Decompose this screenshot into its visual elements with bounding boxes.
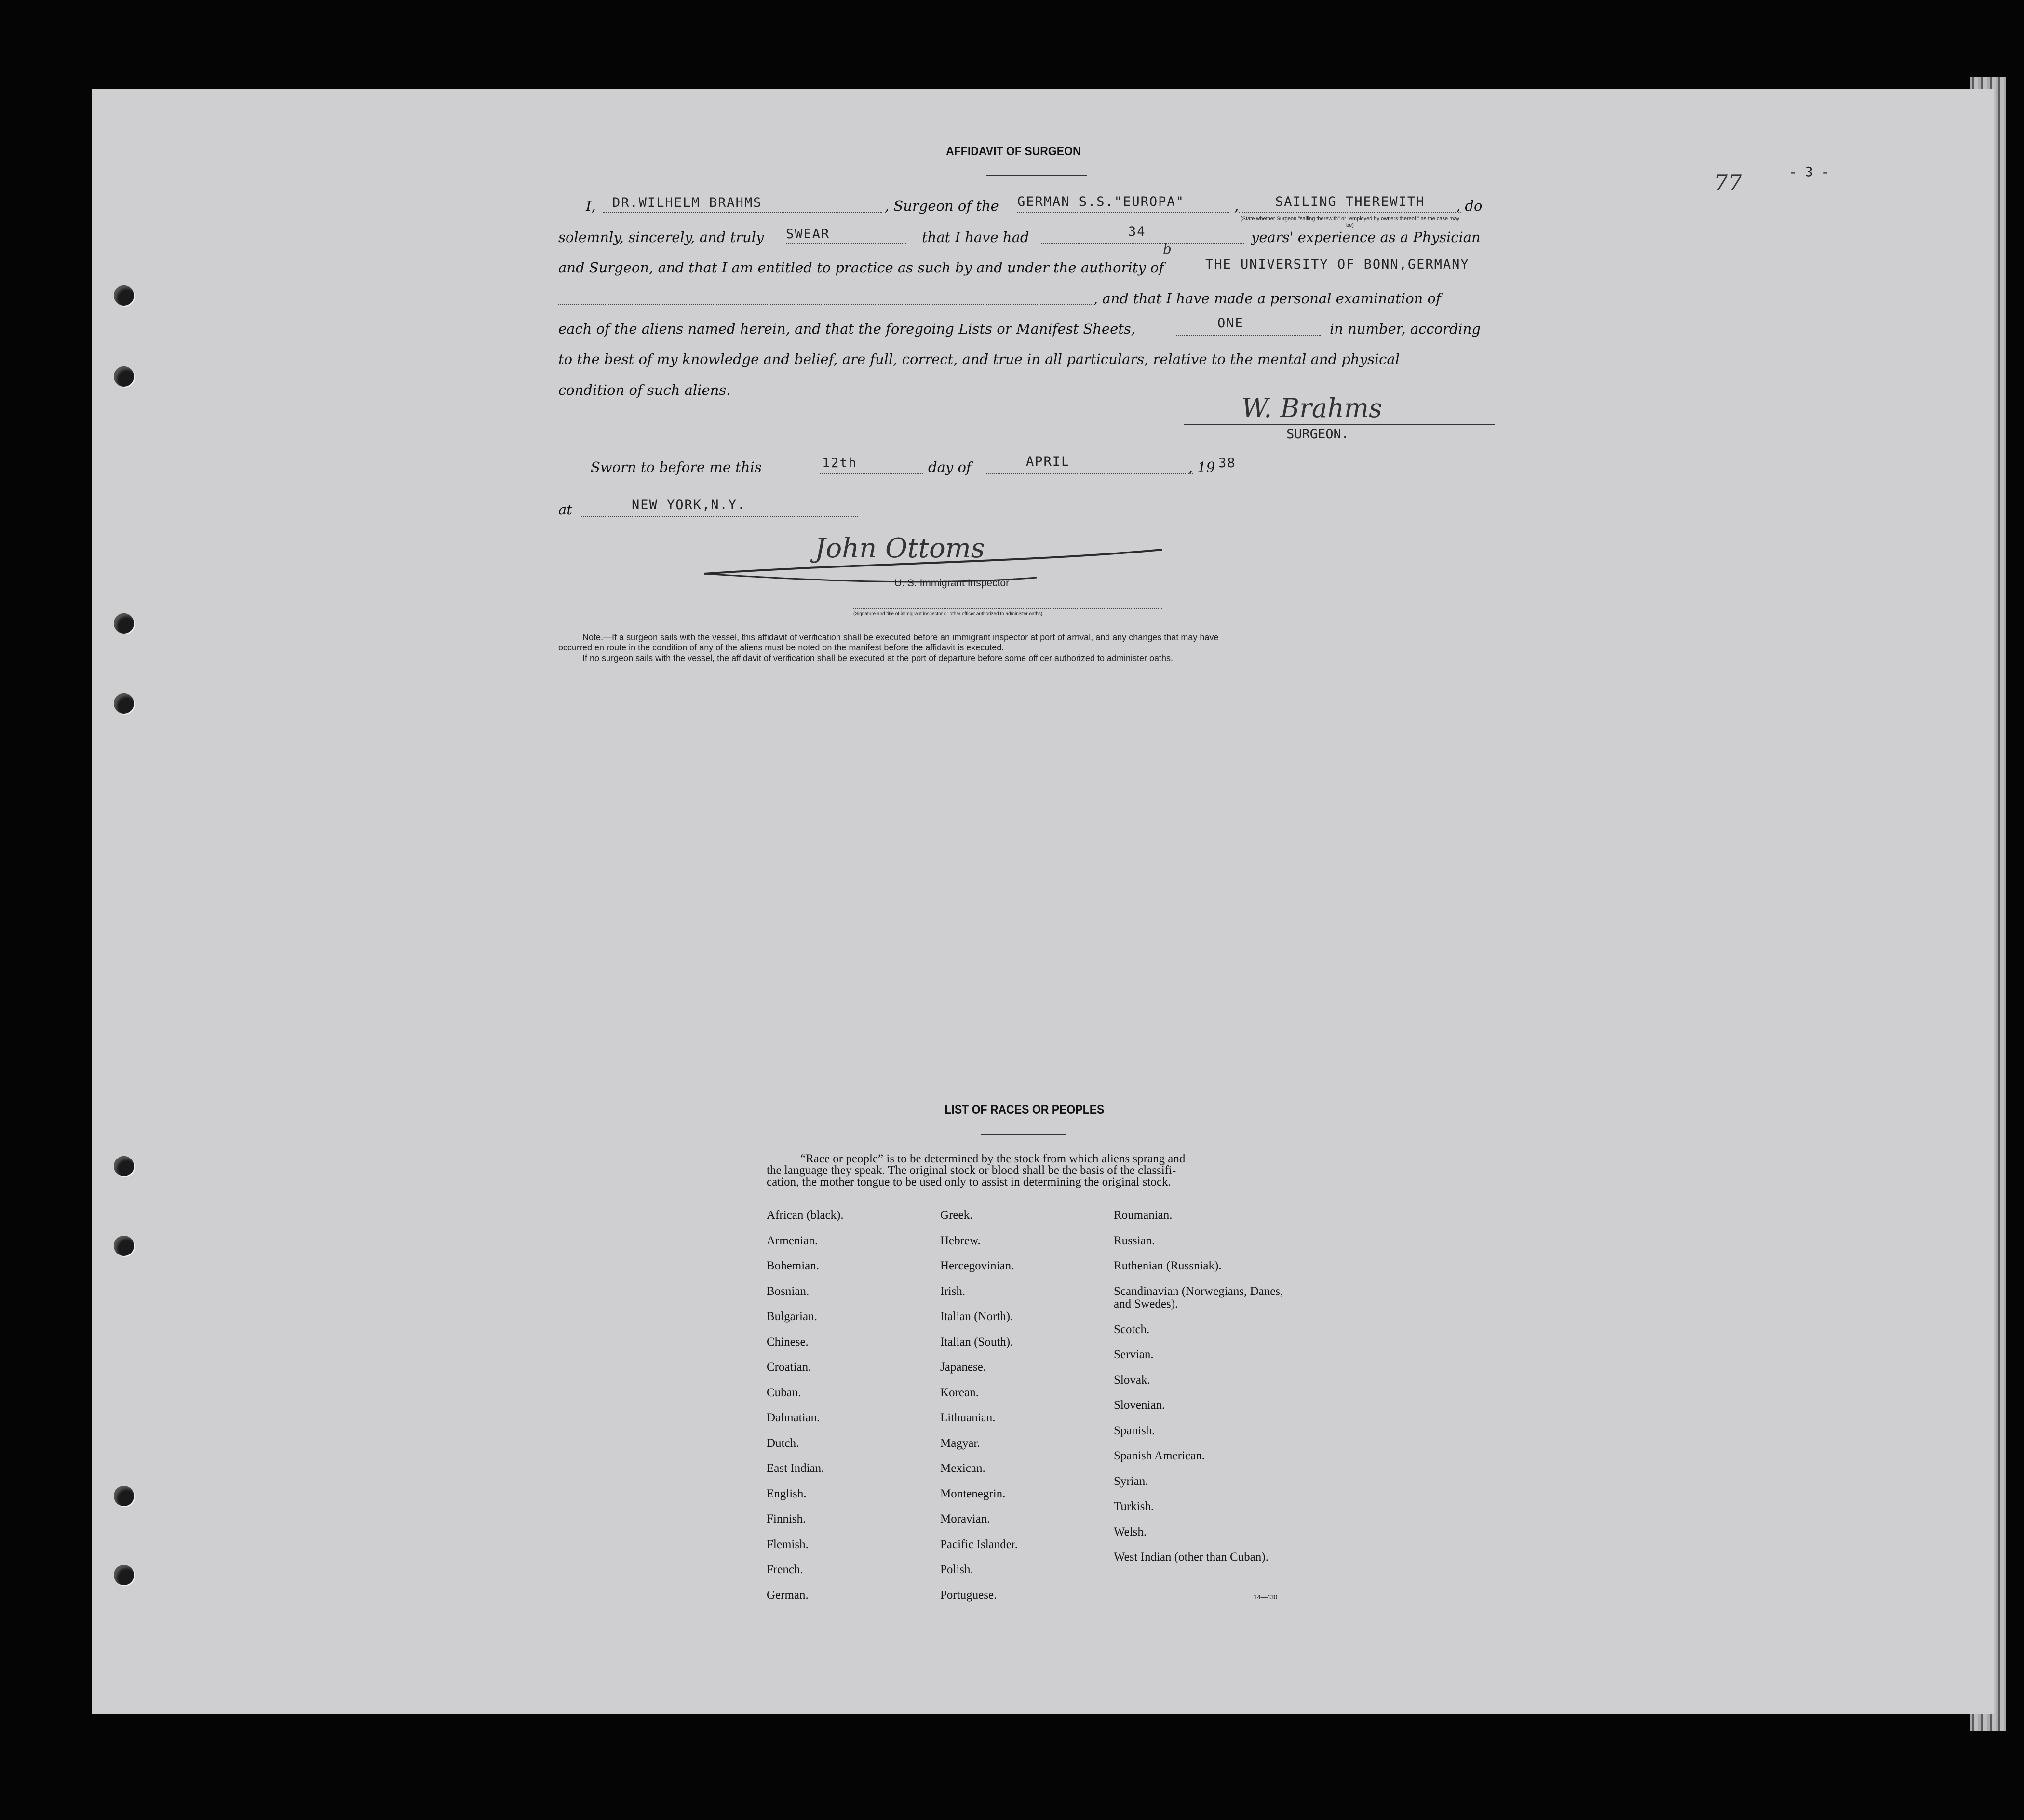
- aff-line3-pre: and Surgeon, and that I am entitled to practice as such by and under the authority of: [558, 259, 1164, 276]
- title-underline: [986, 175, 1087, 176]
- race-item: Scandinavian (Norwegians, Danes, and Swedes).: [1114, 1284, 1283, 1310]
- aff-line5-end: in number, according: [1330, 321, 1481, 337]
- authority-field: THE UNIVERSITY OF BONN,GERMANY: [1205, 257, 1470, 272]
- race-item: Bosnian.: [767, 1284, 810, 1298]
- binder-hole: [114, 1486, 134, 1506]
- surgeon-label: SURGEON.: [1286, 427, 1349, 442]
- races-intro-1: “Race or people” is to be determined by the stock from which aliens sprang and: [800, 1152, 1186, 1165]
- oath-rule: [786, 243, 906, 244]
- name-rule: [603, 212, 882, 213]
- race-item: Ruthenian (Russniak).: [1114, 1259, 1222, 1272]
- years-field: 34: [1128, 224, 1146, 239]
- race-item: Italian (North).: [940, 1310, 1013, 1323]
- year-field: 38: [1218, 456, 1236, 471]
- count-rule: [1176, 335, 1321, 336]
- oath-field: SWEAR: [786, 227, 830, 242]
- race-item: Finnish.: [767, 1512, 806, 1525]
- race-item: Portuguese.: [940, 1588, 997, 1602]
- race-item: Turkish.: [1114, 1500, 1154, 1513]
- aff-line2-pre: solemnly, sincerely, and truly: [558, 229, 764, 245]
- aff-line1-mid: , Surgeon of the: [885, 198, 999, 214]
- race-item: Servian.: [1114, 1348, 1154, 1361]
- race-item: Greek.: [940, 1209, 973, 1222]
- vessel-rule: [1017, 212, 1229, 213]
- race-item: Slovak.: [1114, 1373, 1150, 1387]
- place-rule: [581, 516, 858, 517]
- race-item: African (black).: [767, 1209, 844, 1222]
- binder-hole: [114, 1236, 134, 1256]
- race-item: Russian.: [1114, 1234, 1155, 1247]
- surgeon-signature-rule: [1184, 424, 1495, 425]
- surgeon-name-field: DR.WILHELM BRAHMS: [612, 195, 762, 210]
- inspector-label: U. S. Immigrant Inspector: [894, 578, 1010, 589]
- race-item: Magyar.: [940, 1436, 980, 1450]
- sworn-mid: day of: [928, 459, 972, 475]
- binder-hole: [114, 1565, 134, 1585]
- race-item: Bulgarian.: [767, 1310, 817, 1323]
- folio-number: 77: [1714, 170, 1742, 196]
- race-item: Mexican.: [940, 1462, 985, 1475]
- race-item: Irish.: [940, 1284, 966, 1298]
- binder-hole: [114, 1156, 134, 1176]
- authority-continuation-rule: [558, 304, 1093, 305]
- month-rule: [986, 473, 1193, 474]
- month-field: APRIL: [1026, 454, 1070, 469]
- note-line-3: If no surgeon sails with the vessel, the affidavit of verification shall be executed at the port of departure before some officer authorized to administer oaths.: [582, 653, 1174, 663]
- sheet-number: - 3 -: [1789, 164, 1830, 180]
- aff-line6: to the best of my knowledge and belief, are full, correct, and true in all particulars, relative to the mental and physical: [558, 351, 1400, 367]
- race-item: Chinese.: [767, 1335, 809, 1348]
- race-item: German.: [767, 1588, 809, 1602]
- races-intro-2: the language they speak. The original stock or blood shall be the basis of the classifi-: [767, 1164, 1176, 1177]
- at-pre: at: [558, 501, 572, 518]
- sheets-count-field: ONE: [1217, 316, 1244, 331]
- aff-line4-end: , and that I have made a personal examination of: [1093, 290, 1441, 307]
- aff-line7: condition of such aliens.: [558, 382, 731, 398]
- place-field: NEW YORK,N.Y.: [632, 498, 746, 512]
- note-line-2: occurred en route in the condition of any of the aliens must be noted on the manifest before the affidavit is executed.: [558, 643, 1004, 652]
- race-item: Flemish.: [767, 1537, 809, 1551]
- vessel-field: GERMAN S.S."EUROPA": [1017, 194, 1185, 209]
- signature-caption: (Signature and title of immigrant inspector or other officer authorized to administer oaths): [853, 611, 1043, 617]
- day-rule: [820, 473, 923, 474]
- race-item: Italian (South).: [940, 1335, 1013, 1348]
- race-item: Cuban.: [767, 1386, 801, 1399]
- race-item: Syrian.: [1114, 1474, 1148, 1488]
- races-column-2: [940, 1209, 1099, 1614]
- handwritten-mark: b: [1163, 241, 1172, 257]
- sailing-field: SAILING THEREWITH: [1275, 194, 1425, 209]
- race-item: West Indian (other than Cuban).: [1114, 1550, 1268, 1564]
- race-item: Scotch.: [1114, 1322, 1150, 1336]
- race-item: Dutch.: [767, 1436, 799, 1450]
- race-item: Lithuanian.: [940, 1411, 996, 1424]
- races-column-3: [1114, 1209, 1292, 1580]
- race-item: Spanish American.: [1114, 1449, 1205, 1462]
- race-item: Spanish.: [1114, 1424, 1155, 1437]
- races-title: LIST OF RACES OR PEOPLES: [945, 1103, 1105, 1117]
- affidavit-title: AFFIDAVIT OF SURGEON: [946, 145, 1081, 158]
- race-item: Korean.: [940, 1386, 979, 1399]
- aff-line1-pre: I,: [586, 198, 596, 214]
- sworn-pre: Sworn to before me this: [591, 459, 762, 475]
- races-column-1: [767, 1209, 921, 1614]
- races-title-underline: [981, 1134, 1066, 1135]
- race-item: Moravian.: [940, 1512, 990, 1525]
- race-item: Hercegovinian.: [940, 1259, 1014, 1272]
- race-item: Pacific Islander.: [940, 1537, 1018, 1551]
- day-field: 12th: [822, 456, 858, 471]
- race-item: Hebrew.: [940, 1234, 981, 1247]
- inspector-signature-rule: [853, 608, 1162, 609]
- binder-hole: [114, 613, 134, 634]
- race-item: East Indian.: [767, 1462, 824, 1475]
- race-item: Roumanian.: [1114, 1209, 1173, 1222]
- aff-line2-mid: that I have had: [922, 229, 1029, 245]
- note-line-1: Note.—If a surgeon sails with the vessel, this affidavit of verification shall be executed before an immigrant inspector at port of arrival, and any changes that may have: [582, 633, 1219, 642]
- aff-line1-comma: ,: [1234, 198, 1239, 214]
- race-item: English.: [767, 1487, 807, 1500]
- binder-hole: [114, 693, 134, 714]
- race-item: French.: [767, 1563, 803, 1576]
- race-item: Dalmatian.: [767, 1411, 820, 1424]
- inspector-signature: John Ottoms: [815, 533, 985, 564]
- aff-line2-end: years' experience as a Physician: [1251, 229, 1481, 245]
- races-intro-3: cation, the mother tongue to be used only to assist in determining the original stock.: [767, 1175, 1171, 1188]
- sworn-comma: , 19: [1188, 459, 1215, 475]
- binder-hole: [114, 366, 134, 387]
- binder-hole: [114, 285, 134, 306]
- sailing-rule: [1239, 212, 1461, 213]
- race-item: Welsh.: [1114, 1525, 1147, 1538]
- form-number: 14—430: [1254, 1593, 1278, 1601]
- race-item: Slovenian.: [1114, 1399, 1165, 1412]
- race-item: Japanese.: [940, 1361, 986, 1374]
- sailing-note: (State whether Surgeon "sailing therewith" or "employed by owners thereof," as the case may be): [1240, 216, 1460, 228]
- race-item: Armenian.: [767, 1234, 818, 1247]
- surgeon-signature: W. Brahms: [1241, 393, 1382, 423]
- race-item: Montenegrin.: [940, 1487, 1006, 1500]
- race-item: Polish.: [940, 1563, 973, 1576]
- aff-line5-pre: each of the aliens named herein, and that the foregoing Lists or Manifest Sheets,: [558, 321, 1136, 337]
- race-item: Croatian.: [767, 1361, 811, 1374]
- race-item: Bohemian.: [767, 1259, 820, 1272]
- years-rule: [1041, 243, 1244, 244]
- aff-line1-end: , do: [1456, 198, 1483, 214]
